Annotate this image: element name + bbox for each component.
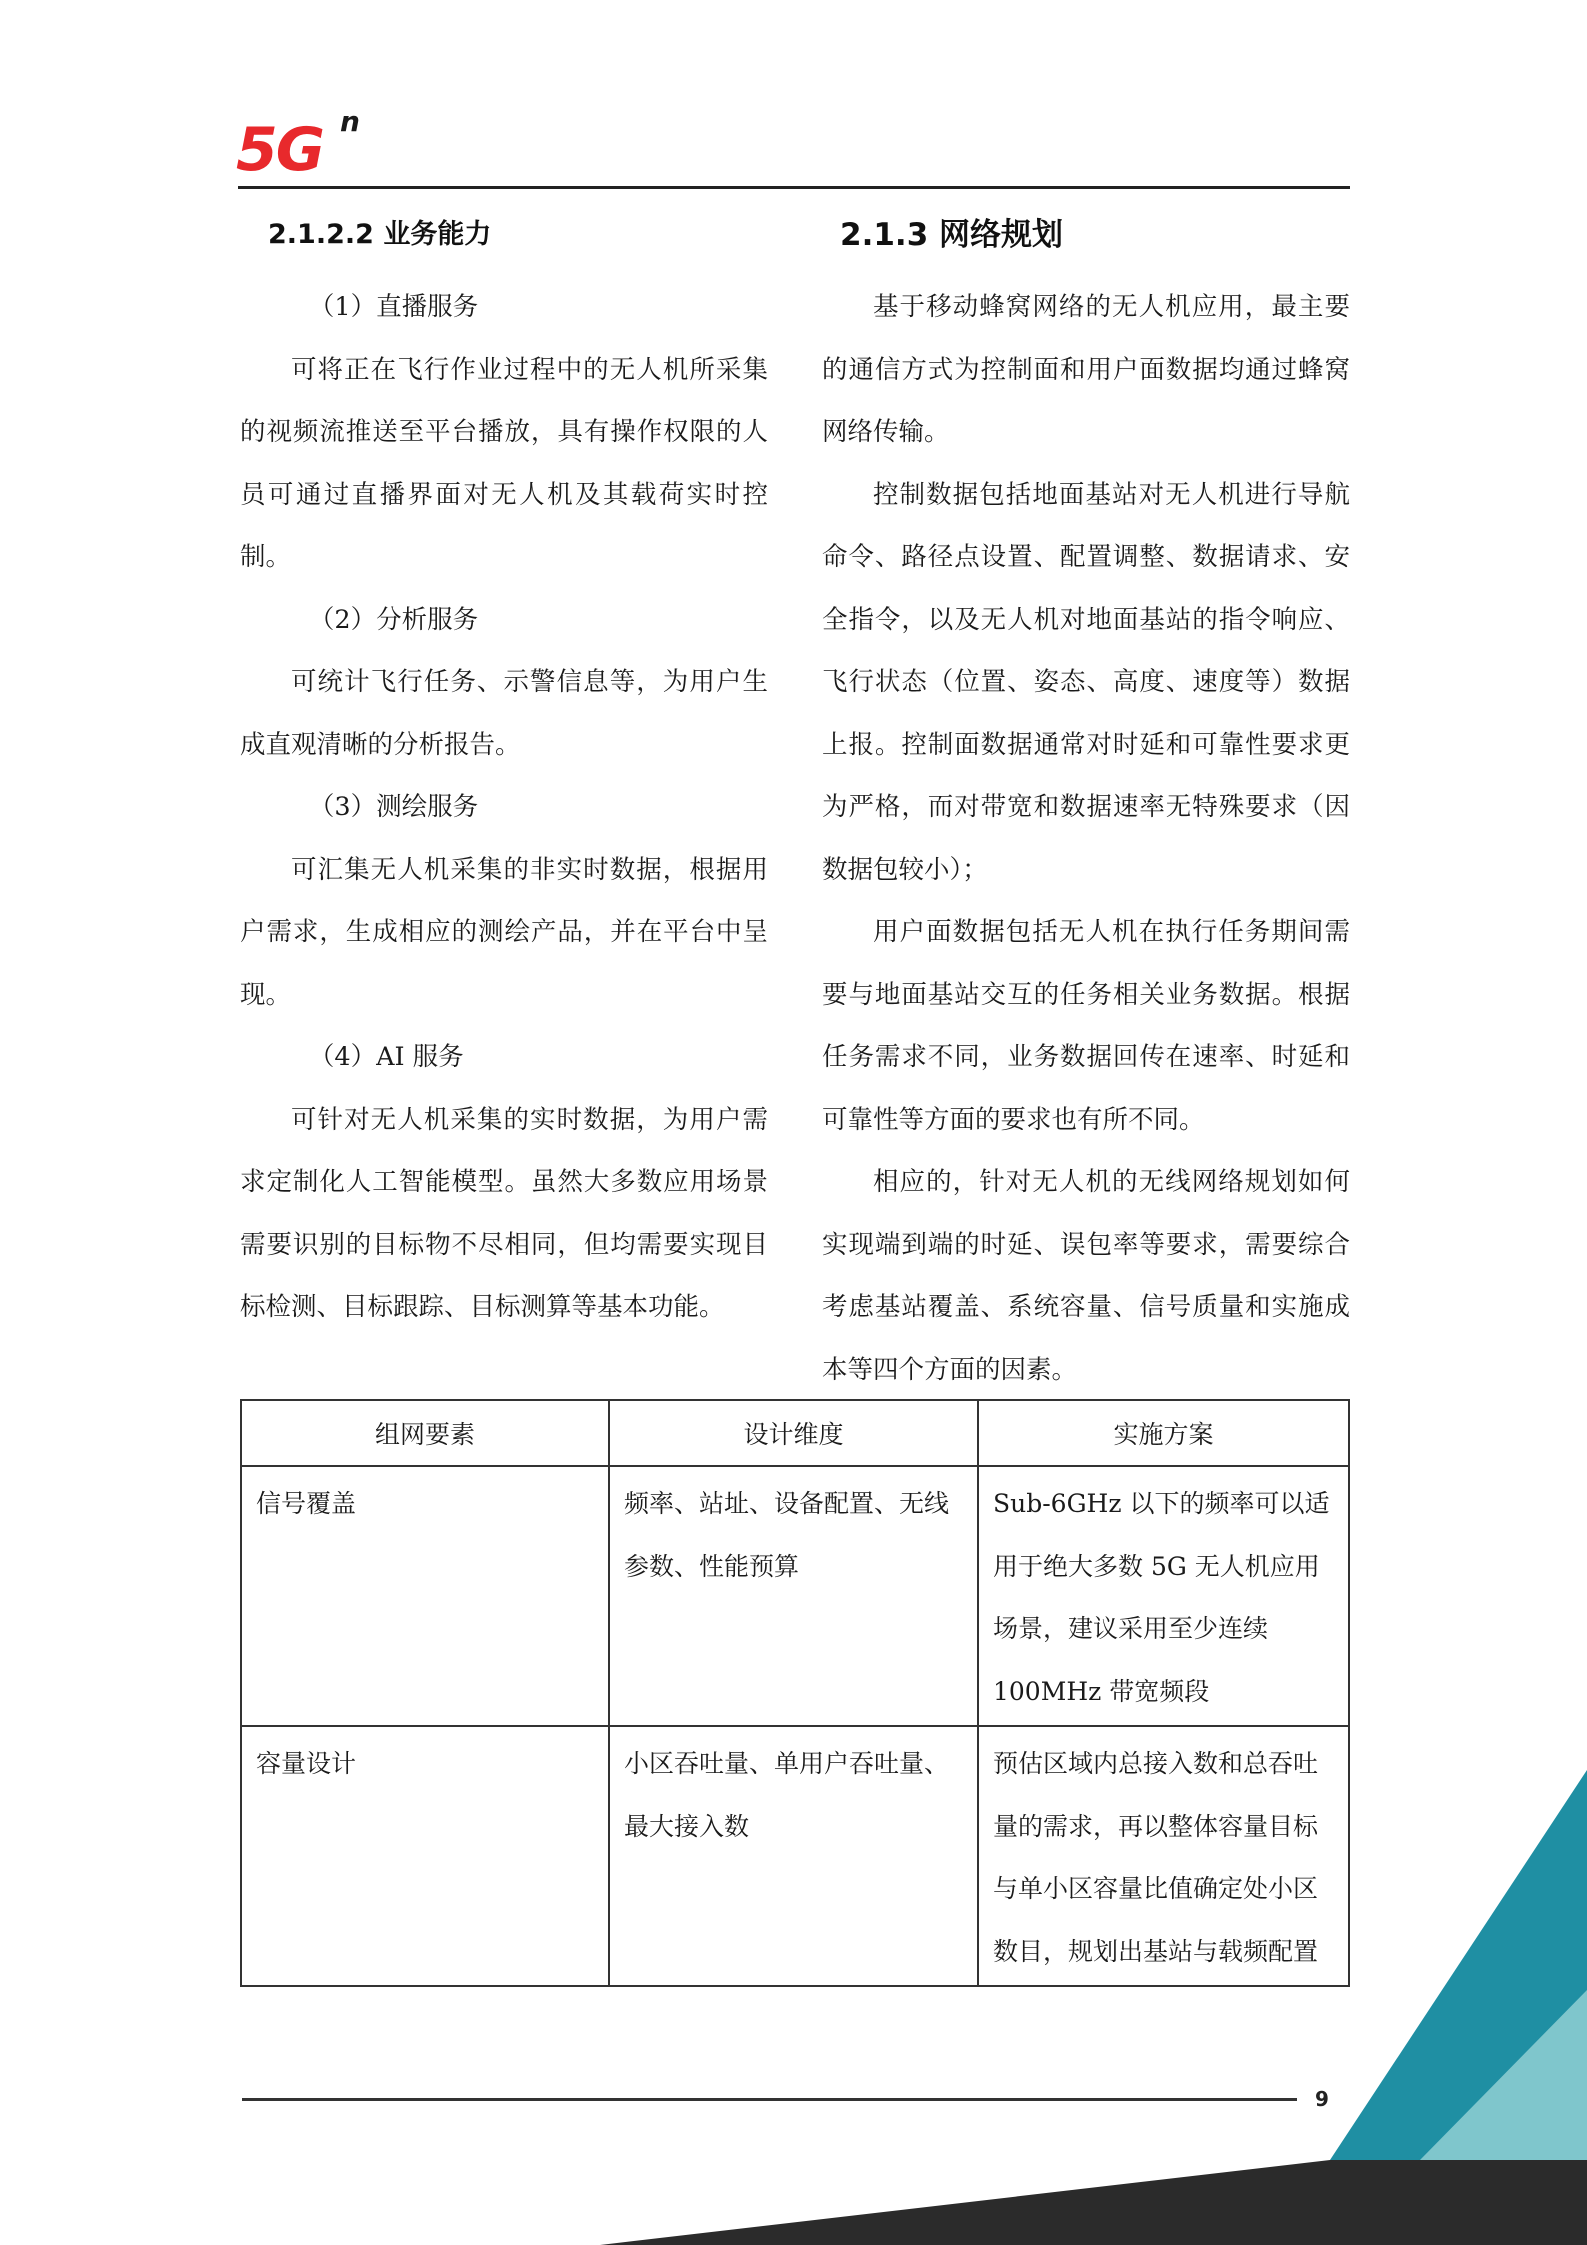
subsection-title: （4）AI 服务 bbox=[308, 1042, 464, 1072]
table-header-row bbox=[241, 1400, 1349, 1466]
subsection-title: （2）分析服务 bbox=[308, 604, 479, 635]
paragraph: 可汇集无人机采集的非实时数据，根据用户需求，生成相应的测绘产品，并在平台中呈现。 bbox=[240, 854, 768, 1010]
paragraph: 基于移动蜂窝网络的无人机应用，最主要的通信方式为控制面和用户面数据均通过蜂窝网络传输。 bbox=[822, 292, 1350, 447]
header-cell: 组网要素 bbox=[241, 1400, 609, 1466]
section-heading-network: 2.1.3 网络规划 bbox=[840, 217, 1064, 253]
table-row bbox=[241, 1726, 1349, 1986]
footer-divider bbox=[242, 2098, 1297, 2101]
logo-main-text: 5G bbox=[236, 115, 323, 185]
table-cell: 预估区域内总接入数和总吞吐量的需求，再以整体容量目标与单小区容量比值确定处小区数目，规划出基站与载频配置 bbox=[978, 1726, 1349, 1986]
network-planning-table bbox=[240, 1399, 1350, 1987]
header-divider bbox=[238, 186, 1350, 189]
paragraph: 控制数据包括地面基站对无人机进行导航命令、路径点设置、配置调整、数据请求、安全指令，以及无人机对地面基站的指令响应、飞行状态（位置、姿态、高度、速度等）数据上报。控制面数据通常对时延和可靠性要求更为严格，而对带宽和数据速率无特殊要求（因数据包较小）； bbox=[822, 479, 1350, 885]
table-cell: 频率、站址、设备配置、无线参数、性能预算 bbox=[609, 1466, 978, 1726]
right-column bbox=[822, 207, 1350, 1401]
table-cell: 容量设计 bbox=[241, 1726, 609, 1986]
paragraph: 可统计飞行任务、示警信息等，为用户生成直观清晰的分析报告。 bbox=[240, 667, 768, 760]
header-cell: 设计维度 bbox=[609, 1400, 978, 1466]
table-cell: 小区吞吐量、单用户吞吐量、最大接入数 bbox=[609, 1726, 978, 1986]
subsection-title: （3）测绘服务 bbox=[308, 792, 479, 822]
logo-superscript: n bbox=[340, 105, 360, 138]
table-cell: 信号覆盖 bbox=[241, 1466, 609, 1726]
paragraph: 可针对无人机采集的实时数据，为用户需求定制化人工智能模型。虽然大多数应用场景需要识别的目标物不尽相同，但均需要实现目标检测、目标跟踪、目标测算等基本功能。 bbox=[240, 1104, 768, 1322]
table-row bbox=[241, 1466, 1349, 1726]
paragraph: 用户面数据包括无人机在执行任务期间需要与地面基站交互的任务相关业务数据。根据任务需求不同，业务数据回传在速率、时延和可靠性等方面的要求也有所不同。 bbox=[822, 917, 1350, 1135]
subsection-title: （1）直播服务 bbox=[308, 292, 479, 322]
decor-teal-triangle bbox=[1330, 1770, 1587, 2160]
page-number: 9 bbox=[1315, 2087, 1329, 2111]
paragraph: 可将正在飞行作业过程中的无人机所采集的视频流推送至平台播放，具有操作权限的人员可通过直播界面对无人机及其载荷实时控制。 bbox=[240, 354, 768, 572]
paragraph: 相应的，针对无人机的无线网络规划如何实现端到端的时延、误包率等要求，需要综合考虑基站覆盖、系统容量、信号质量和实施成本等四个方面的因素。 bbox=[822, 1167, 1350, 1385]
decor-dark-band bbox=[600, 2160, 1587, 2245]
table-cell: Sub-6GHz 以下的频率可以适用于绝大多数 5G 无人机应用场景，建议采用至少连续 100MHz 带宽频段 bbox=[978, 1466, 1349, 1726]
right-body bbox=[822, 276, 1350, 1401]
brand-logo bbox=[236, 105, 376, 188]
left-column bbox=[240, 207, 768, 1339]
decor-light-teal-triangle bbox=[1420, 1990, 1587, 2160]
section-heading-business: 2.1.2.2 业务能力 bbox=[268, 219, 492, 250]
left-body bbox=[240, 276, 768, 1339]
header-cell: 实施方案 bbox=[978, 1400, 1349, 1466]
